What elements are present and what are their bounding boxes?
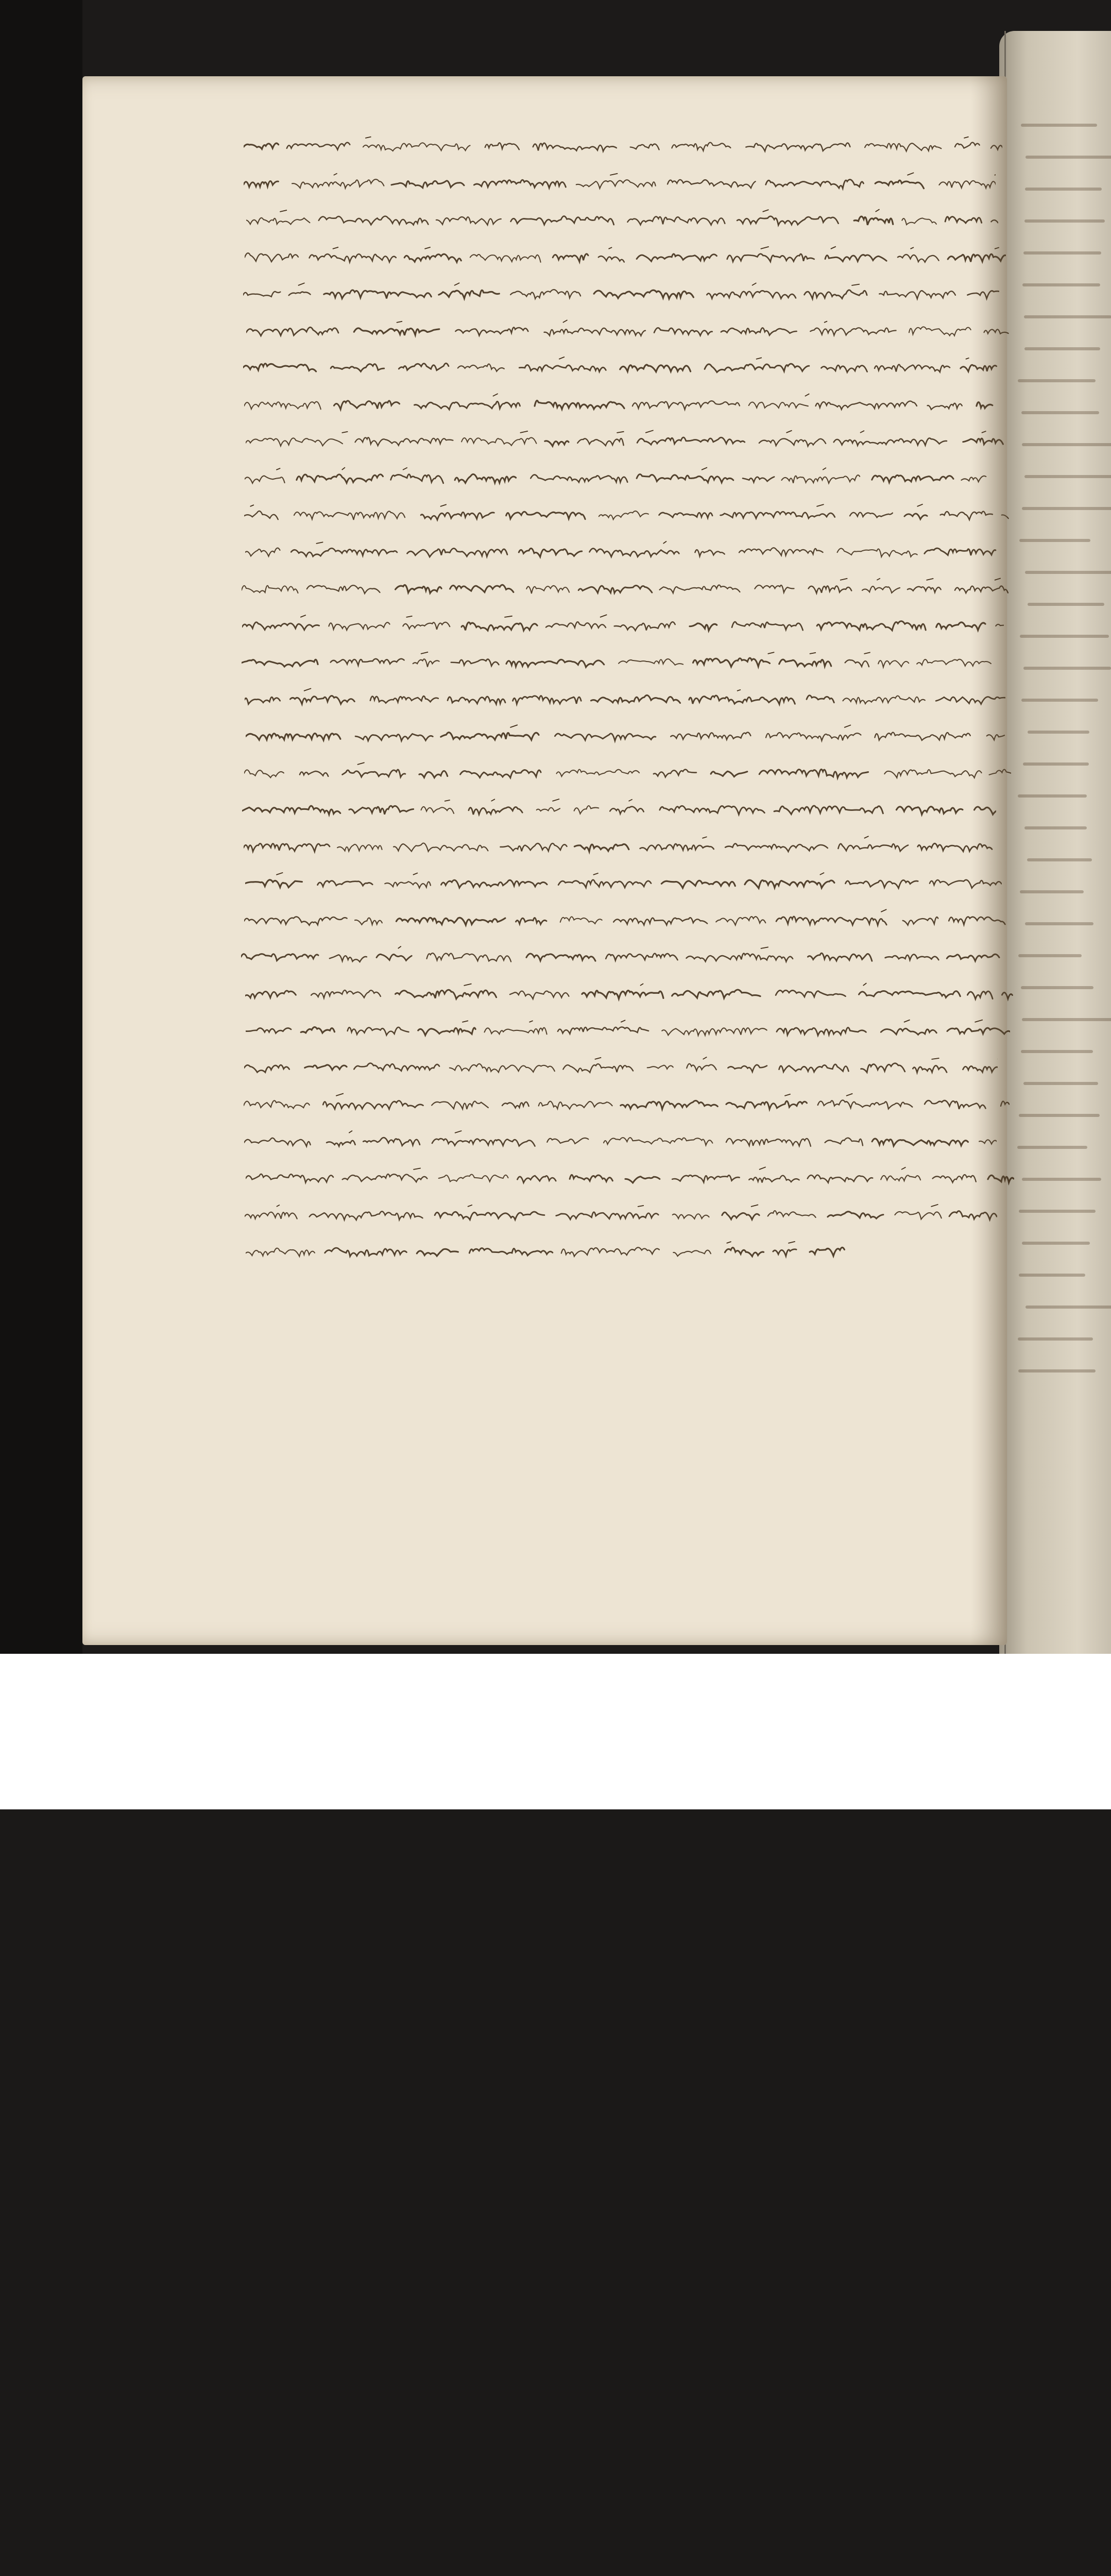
facing-page-text-line <box>1028 603 1105 606</box>
facing-page-text-line <box>1018 1337 1093 1341</box>
manuscript-text-line <box>244 503 1010 524</box>
facing-page-text-line <box>1020 890 1084 893</box>
facing-page-text-line <box>1021 411 1099 414</box>
manuscript-text-line <box>245 540 998 561</box>
facing-page-text-line <box>1017 1146 1087 1149</box>
facing-page-text-line <box>1021 986 1093 989</box>
facing-page-text-line <box>1019 1114 1100 1117</box>
facing-page-text-line <box>1021 124 1097 127</box>
manuscript-text-line <box>246 724 1007 745</box>
facing-page-text-line <box>1022 507 1111 510</box>
facing-page-text-line <box>1023 762 1089 766</box>
manuscript-text-line <box>244 835 994 856</box>
facing-page-text-line <box>1021 699 1098 702</box>
facing-page-text-line <box>1018 794 1086 798</box>
facing-page-text-line <box>1020 635 1109 638</box>
facing-page-text-line <box>1018 954 1082 957</box>
manuscript-text-line <box>245 467 1001 487</box>
manuscript-text-line <box>245 982 1014 1003</box>
manuscript-text-line <box>246 1166 1014 1187</box>
manuscript-text-line <box>244 761 1011 782</box>
facing-page-text-line <box>1024 219 1105 223</box>
manuscript-text-line <box>244 393 995 414</box>
manuscript-text-line <box>242 614 1004 635</box>
manuscript-text-line <box>246 209 998 229</box>
facing-page-text-line <box>1023 251 1101 255</box>
manuscript-text-line <box>246 1019 1010 1040</box>
facing-page-text-line <box>1022 1178 1101 1181</box>
manuscript-text-line <box>245 1204 997 1224</box>
manuscript-text-line <box>245 246 1006 266</box>
facing-page-text-line <box>1019 1274 1085 1277</box>
footer-bar <box>0 1654 1111 1809</box>
facing-page-text-line <box>1024 347 1100 350</box>
manuscript-text-line <box>242 651 1005 671</box>
facing-page-text-line <box>1024 315 1111 318</box>
facing-page-text-line <box>1019 539 1090 542</box>
manuscript-folio <box>82 76 1007 1645</box>
facing-page-text-line <box>1022 443 1111 446</box>
manuscript-text-line <box>242 577 1011 598</box>
manuscript-text-line <box>246 319 1010 340</box>
facing-page-text-line <box>1018 1369 1096 1372</box>
facing-page-text-line <box>1019 1210 1096 1213</box>
manuscript-text-line <box>243 356 998 377</box>
facing-page-text-line <box>1024 475 1111 478</box>
manuscript-text-line <box>244 1093 1010 1113</box>
manuscript-text-line <box>245 872 1002 892</box>
facing-page-text-line <box>1022 1018 1111 1021</box>
left-binding-shadow <box>0 0 82 1654</box>
manuscript-text-line <box>246 1240 847 1261</box>
facing-page-text-line <box>1025 156 1111 159</box>
facing-page-text-line <box>1025 922 1093 925</box>
manuscript-text-line <box>243 282 999 303</box>
manuscript-text-line <box>244 172 996 193</box>
facing-page-text-line <box>1018 379 1096 382</box>
facing-page-text-line <box>1028 731 1089 734</box>
facing-page-text-line <box>1021 1050 1093 1053</box>
facing-page-text-line <box>1025 188 1102 191</box>
manuscript-text-line <box>246 430 1004 450</box>
facing-page-text-line <box>1027 858 1092 861</box>
facing-page-text-line <box>1025 1306 1111 1309</box>
manuscript-text-line <box>242 798 996 819</box>
facing-page-text-line <box>1022 283 1100 286</box>
facing-page-text-line <box>1022 1242 1090 1245</box>
facing-page-edge <box>999 31 1111 1654</box>
manuscript-text-line <box>244 1130 997 1150</box>
manuscript-text-line <box>244 1056 998 1077</box>
manuscript-text-line <box>245 688 1005 708</box>
facing-page-text-line <box>1025 571 1111 574</box>
facing-page-text-line <box>1023 1082 1098 1085</box>
manuscript-text-line <box>241 945 1003 966</box>
manuscript-text-line <box>244 135 1002 156</box>
facing-page-text-line <box>1023 667 1111 670</box>
facing-page-text-line <box>1024 826 1086 829</box>
manuscript-text-line <box>244 909 1007 929</box>
